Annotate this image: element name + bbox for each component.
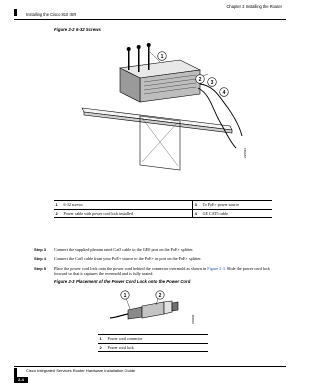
callout-1: 1	[160, 53, 164, 60]
step-text-part: . Slide the power cord lock forward so that it captures the overmold and is fully seated.	[54, 265, 270, 277]
callout-description: To PoE+ power source	[201, 201, 272, 210]
footer-rule	[14, 366, 286, 367]
callout-1: 1	[123, 292, 127, 299]
callout-description: GE CAT5 cable	[201, 209, 272, 218]
running-header-chapter: Chapter 3 Installing the Router	[226, 4, 282, 9]
step-item	[34, 266, 284, 277]
figure-2-2-serial: 230693	[243, 147, 247, 158]
callout-number: 3	[193, 201, 202, 210]
router-chassis	[120, 60, 200, 102]
mounting-bracket	[82, 108, 232, 170]
table-row	[54, 201, 272, 210]
figure-2-2-title: 6-32 Screws	[76, 27, 101, 32]
footer-title: Cisco Integrated Services Router Hardware Installation Guide	[26, 368, 136, 373]
figure-2-2-caption	[54, 27, 101, 32]
callout-number: 1	[54, 201, 62, 210]
procedure-steps	[34, 247, 284, 281]
figure-2-3-title: Placement of the Power Cord Lock onto the Power Cord	[76, 279, 191, 284]
callout-4: 4	[222, 89, 226, 96]
table-row	[98, 343, 208, 352]
callout-2: 2	[158, 292, 162, 299]
figure-2-3-callout-table	[98, 334, 208, 352]
callout-description: Power cable with power cord lock installed	[62, 209, 193, 218]
callout-description: Power cord lock	[106, 343, 208, 352]
running-header-section: Installing the Cisco 810 ISR	[26, 12, 77, 17]
table-row	[98, 335, 208, 344]
header-marker	[14, 9, 17, 16]
figure-2-3-illustration	[108, 288, 198, 328]
step-label: Step 4	[34, 256, 47, 262]
callout-description: Power cord connector	[106, 335, 208, 344]
power-cord	[110, 301, 178, 319]
callout-number: 2	[98, 343, 106, 352]
step-text	[54, 266, 284, 277]
figure-2-2-number: Figure 2-2	[54, 27, 75, 32]
callout-number: 4	[193, 209, 202, 218]
figure-2-3-number: Figure 2-3	[54, 279, 75, 284]
table-row	[54, 209, 272, 218]
step-text: Connect the supplied plenum rated Cat5 cable to the GE0 port on the PoE+ splitter.	[54, 247, 194, 252]
figure-2-3-serial: 230694	[191, 314, 195, 324]
figure-2-2-illustration	[80, 38, 250, 176]
callout-description: 6-32 screws	[62, 201, 193, 210]
step-label: Step 3	[34, 247, 47, 252]
figure-2-3-caption	[54, 279, 190, 284]
page-number: 2-4	[14, 377, 28, 383]
callout-number: 2	[54, 209, 62, 218]
step-label: Step 5	[34, 265, 47, 271]
footer-marker	[14, 368, 17, 377]
step-item	[34, 256, 284, 261]
step-item	[34, 247, 284, 252]
callout-3: 3	[210, 79, 214, 86]
figure-2-2-callout-table	[54, 200, 272, 218]
callout-number: 1	[98, 335, 106, 344]
header-rule	[14, 19, 286, 20]
step-text: Connect the Cat5 cable from your PoE+ source to the PoE+ in port on the PoE+ splitter.	[54, 256, 202, 262]
callout-2: 2	[198, 76, 202, 83]
step-text-part: Place the power cord lock onto the power cord behind the connector overmold as shown in	[54, 265, 208, 271]
figure-2-3-link[interactable]: Figure 2-3	[207, 265, 225, 271]
